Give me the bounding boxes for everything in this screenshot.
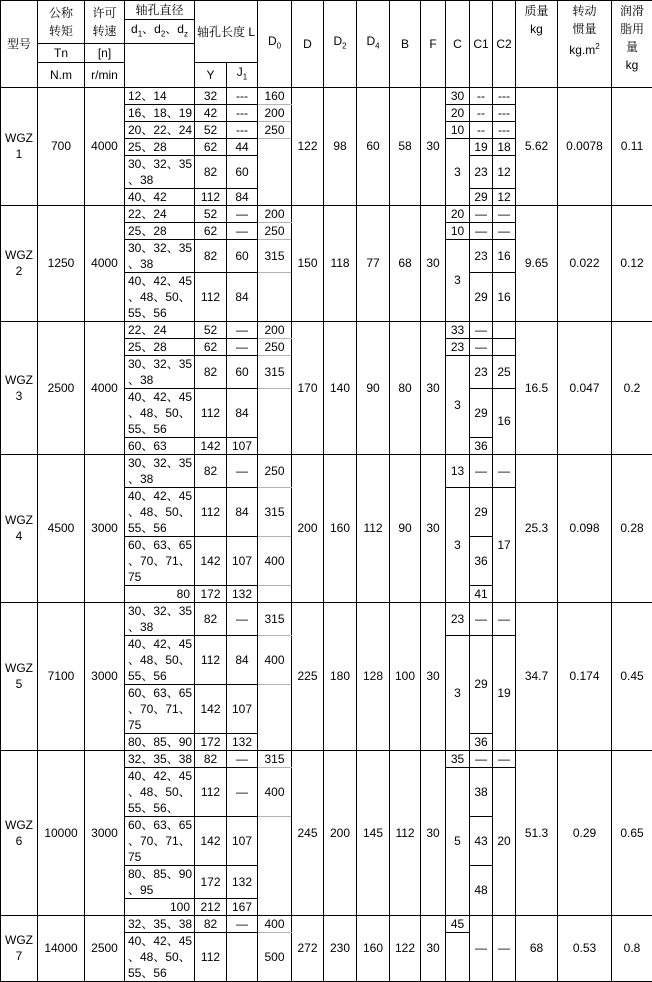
cell-length-y: 82 xyxy=(195,915,227,932)
cell-mass: 68 xyxy=(516,915,558,981)
table-header xyxy=(1,1,652,88)
cell-b: 100 xyxy=(390,602,421,750)
cell-c: 5 xyxy=(446,767,470,915)
cell-length-j1: --- xyxy=(227,121,258,138)
cell-torque: 7100 xyxy=(38,602,85,750)
cell-d0: 160 xyxy=(258,87,292,104)
cell-c2: 16 xyxy=(493,272,516,321)
cell-length-j1: — xyxy=(227,767,258,816)
cell-torque: 14000 xyxy=(38,915,85,981)
cell-bore: 40、42、45 、48、50、 55、56 xyxy=(125,487,195,536)
cell-length-y: 172 xyxy=(195,865,227,898)
cell-c1: — xyxy=(470,205,493,222)
cell-length-y: 112 xyxy=(195,767,227,816)
cell-d2: 160 xyxy=(324,454,357,602)
cell-c1: 29 xyxy=(470,188,493,205)
cell-speed: 3000 xyxy=(85,454,125,602)
cell-length-y: 82 xyxy=(195,239,227,272)
cell-speed: 2500 xyxy=(85,915,125,981)
cell-length-j1: --- xyxy=(227,87,258,104)
cell-grease: 0.45 xyxy=(612,602,652,750)
cell-d4: 60 xyxy=(357,87,390,205)
cell-c1: — xyxy=(470,915,493,981)
table-row xyxy=(1,750,652,767)
cell-inertia: 0.098 xyxy=(558,454,612,602)
cell-length-y: 62 xyxy=(195,138,227,155)
cell-c2: 17 xyxy=(493,487,516,602)
header-sub-j1: $J_1$ xyxy=(227,63,258,87)
cell-c1: — xyxy=(470,338,493,355)
cell-d0: 400 xyxy=(258,915,292,932)
cell-length-j1: — xyxy=(227,222,258,239)
cell-c2: — xyxy=(493,602,516,635)
cell-c: 3 xyxy=(446,138,470,205)
cell-bore: 20、22、24 xyxy=(125,121,195,138)
cell-c1: 36 xyxy=(470,437,493,454)
cell-c2 xyxy=(493,338,516,355)
cell-length-j1: 60 xyxy=(227,239,258,272)
cell-inertia: 0.53 xyxy=(558,915,612,981)
cell-mass: 9.65 xyxy=(516,205,558,321)
cell-d4: 77 xyxy=(357,205,390,321)
cell-c: 35 xyxy=(446,750,470,767)
cell-c: 23 xyxy=(446,602,470,635)
cell-speed: 4000 xyxy=(85,205,125,321)
cell-c: 10 xyxy=(446,222,470,239)
cell-c1: 29 xyxy=(470,487,493,536)
table-row xyxy=(1,454,652,487)
table-row xyxy=(1,205,652,222)
cell-d0: 400 xyxy=(258,767,292,816)
cell-bore: 30、32、35 、38 xyxy=(125,454,195,487)
cell-bore: 60、63、65 、70、71、 75 xyxy=(125,684,195,733)
cell-length-y: 32 xyxy=(195,87,227,104)
cell-length-j1: 84 xyxy=(227,635,258,684)
cell-bore: 60、63 xyxy=(125,437,195,454)
cell-d0: 200 xyxy=(258,321,292,338)
cell-c1: — xyxy=(470,454,493,487)
cell-model: WGZ5 xyxy=(1,602,38,750)
cell-d0: 315 xyxy=(258,487,292,536)
table-row xyxy=(1,602,652,635)
cell-c2: 12 xyxy=(493,188,516,205)
cell-length-y: 82 xyxy=(195,602,227,635)
cell-model: WGZ2 xyxy=(1,205,38,321)
cell-c: 10 xyxy=(446,121,470,138)
cell-grease: 0.65 xyxy=(612,750,652,915)
cell-length-y: 112 xyxy=(195,487,227,536)
cell-mass: 5.62 xyxy=(516,87,558,205)
cell-c2: — xyxy=(493,222,516,239)
cell-b: 112 xyxy=(390,750,421,915)
cell-c2: 16 xyxy=(493,239,516,272)
header-length-title: 轴孔长度 L xyxy=(195,1,258,63)
cell-torque: 4500 xyxy=(38,454,85,602)
header-bore-empty xyxy=(125,44,195,87)
cell-length-j1: --- xyxy=(227,104,258,121)
cell-c2: --- xyxy=(493,87,516,104)
cell-f: 30 xyxy=(421,915,446,981)
header-bore-title: 轴孔直径 xyxy=(125,1,195,20)
cell-length-y: 112 xyxy=(195,635,227,684)
cell-length-y: 142 xyxy=(195,437,227,454)
cell-mass: 25.3 xyxy=(516,454,558,602)
cell-length-j1: 132 xyxy=(227,733,258,750)
header-mass: 质量 kg xyxy=(516,1,558,88)
cell-length-y: 52 xyxy=(195,205,227,222)
cell-d0 xyxy=(258,816,292,915)
cell-length-y: 142 xyxy=(195,816,227,865)
cell-torque: 10000 xyxy=(38,750,85,915)
cell-bore: 80 xyxy=(125,585,195,602)
cell-bore: 60、63、65 、70、71、 75 xyxy=(125,816,195,865)
cell-d: 150 xyxy=(292,205,324,321)
header-b: B xyxy=(390,1,421,88)
cell-length-j1: 107 xyxy=(227,536,258,585)
cell-length-j1: — xyxy=(227,205,258,222)
cell-f: 30 xyxy=(421,87,446,205)
cell-length-y: 142 xyxy=(195,684,227,733)
header-speed-title: 许可 转速 xyxy=(85,1,125,44)
header-inertia: 转动 惯量 $kg.m^2$ xyxy=(558,1,612,88)
cell-length-y: 52 xyxy=(195,321,227,338)
table-row xyxy=(1,915,652,932)
cell-c: 20 xyxy=(446,104,470,121)
cell-c1: 19 xyxy=(470,138,493,155)
cell-c1: 23 xyxy=(470,155,493,188)
cell-d0: 315 xyxy=(258,239,292,272)
cell-c: 13 xyxy=(446,454,470,487)
cell-bore: 22、24 xyxy=(125,205,195,222)
cell-c1: 23 xyxy=(470,355,493,388)
header-c: C xyxy=(446,1,470,88)
cell-c2: 25 xyxy=(493,355,516,388)
cell-f: 30 xyxy=(421,602,446,750)
cell-length-y: 82 xyxy=(195,750,227,767)
cell-length-j1: 84 xyxy=(227,388,258,437)
cell-d: 122 xyxy=(292,87,324,205)
header-speed-sym: [n] xyxy=(85,44,125,63)
cell-length-j1: 60 xyxy=(227,155,258,188)
cell-length-j1: 132 xyxy=(227,585,258,602)
cell-inertia: 0.174 xyxy=(558,602,612,750)
cell-c: 45 xyxy=(446,915,470,932)
header-grease: 润滑 脂用 量 kg xyxy=(612,1,652,88)
cell-bore: 40、42、45 、48、50、 55、56 xyxy=(125,932,195,981)
cell-c1: 29 xyxy=(470,635,493,733)
cell-bore: 30、32、35 、38 xyxy=(125,355,195,388)
cell-model: WGZ1 xyxy=(1,87,38,205)
header-c2: C2 xyxy=(493,1,516,88)
cell-bore: 16、18、19 xyxy=(125,104,195,121)
cell-mass: 34.7 xyxy=(516,602,558,750)
cell-d4: 128 xyxy=(357,602,390,750)
cell-b: 68 xyxy=(390,205,421,321)
cell-length-j1: — xyxy=(227,454,258,487)
cell-d4: 90 xyxy=(357,321,390,454)
cell-f: 30 xyxy=(421,205,446,321)
cell-c1: 36 xyxy=(470,733,493,750)
cell-c2: 12 xyxy=(493,155,516,188)
cell-c: 30 xyxy=(446,87,470,104)
cell-length-y: 142 xyxy=(195,536,227,585)
cell-speed: 4000 xyxy=(85,321,125,454)
cell-d4: 112 xyxy=(357,454,390,602)
cell-length-y: 62 xyxy=(195,222,227,239)
cell-c: 20 xyxy=(446,205,470,222)
cell-d0: 200 xyxy=(258,104,292,121)
cell-bore: 40、42、45 、48、50、 55、56 xyxy=(125,635,195,684)
header-f: F xyxy=(421,1,446,88)
cell-bore: 80、85、90 、95 xyxy=(125,865,195,898)
header-d2: $D_2$ xyxy=(324,1,357,88)
cell-c1: 29 xyxy=(470,388,493,437)
cell-d: 225 xyxy=(292,602,324,750)
cell-length-j1: 132 xyxy=(227,865,258,898)
cell-d0: 200 xyxy=(258,205,292,222)
cell-d2: 118 xyxy=(324,205,357,321)
header-d4: $D_4$ xyxy=(357,1,390,88)
cell-bore: 40、42、45 、48、50、 55、56、 xyxy=(125,767,195,816)
header-d: D xyxy=(292,1,324,88)
cell-length-y: 62 xyxy=(195,338,227,355)
cell-b: 58 xyxy=(390,87,421,205)
cell-d: 200 xyxy=(292,454,324,602)
cell-d2: 140 xyxy=(324,321,357,454)
cell-model: WGZ4 xyxy=(1,454,38,602)
cell-d4: 145 xyxy=(357,750,390,915)
cell-d0 xyxy=(258,388,292,454)
cell-d0: 400 xyxy=(258,536,292,585)
cell-d2: 98 xyxy=(324,87,357,205)
cell-d2: 230 xyxy=(324,915,357,981)
cell-bore: 100 xyxy=(125,898,195,915)
cell-d0: 250 xyxy=(258,121,292,138)
cell-speed: 4000 xyxy=(85,87,125,205)
cell-d: 245 xyxy=(292,750,324,915)
cell-c xyxy=(446,932,470,981)
cell-c1: — xyxy=(470,750,493,767)
cell-length-j1: 84 xyxy=(227,487,258,536)
cell-bore: 32、35、38 xyxy=(125,915,195,932)
cell-c2: — xyxy=(493,205,516,222)
cell-length-y: 112 xyxy=(195,932,227,981)
cell-length-y: 212 xyxy=(195,898,227,915)
cell-d0: 250 xyxy=(258,338,292,355)
cell-b: 80 xyxy=(390,321,421,454)
cell-c: 3 xyxy=(446,239,470,321)
cell-length-j1: — xyxy=(227,750,258,767)
cell-f: 30 xyxy=(421,321,446,454)
cell-inertia: 0.047 xyxy=(558,321,612,454)
cell-c2: — xyxy=(493,750,516,767)
cell-length-j1 xyxy=(227,932,258,981)
cell-d: 170 xyxy=(292,321,324,454)
cell-c2: — xyxy=(493,915,516,981)
header-model: 型号 xyxy=(1,1,38,88)
cell-bore: 22、24 xyxy=(125,321,195,338)
cell-length-j1: 107 xyxy=(227,437,258,454)
cell-c1: -- xyxy=(470,121,493,138)
cell-c1: 29 xyxy=(470,272,493,321)
cell-grease: 0.28 xyxy=(612,454,652,602)
cell-b: 90 xyxy=(390,454,421,602)
header-torque-title: 公称 转矩 xyxy=(38,1,85,44)
cell-length-y: 172 xyxy=(195,585,227,602)
cell-speed: 3000 xyxy=(85,750,125,915)
cell-c2: --- xyxy=(493,121,516,138)
cell-model: WGZ6 xyxy=(1,750,38,915)
cell-d0: 315 xyxy=(258,750,292,767)
cell-length-j1: 84 xyxy=(227,188,258,205)
cell-mass: 51.3 xyxy=(516,750,558,915)
cell-length-y: 42 xyxy=(195,104,227,121)
cell-length-y: 112 xyxy=(195,388,227,437)
cell-c1: 41 xyxy=(470,585,493,602)
cell-d4: 160 xyxy=(357,915,390,981)
cell-length-y: 82 xyxy=(195,454,227,487)
table-row xyxy=(1,87,652,104)
cell-d: 272 xyxy=(292,915,324,981)
cell-bore: 40、42 xyxy=(125,188,195,205)
cell-length-y: 112 xyxy=(195,188,227,205)
cell-d2: 180 xyxy=(324,602,357,750)
cell-d0 xyxy=(258,585,292,602)
cell-c1: -- xyxy=(470,104,493,121)
cell-bore: 30、32、35 、38 xyxy=(125,239,195,272)
cell-length-j1: — xyxy=(227,338,258,355)
cell-bore: 25、28 xyxy=(125,222,195,239)
cell-d0 xyxy=(258,684,292,750)
cell-length-j1: 107 xyxy=(227,684,258,733)
header-speed-unit: r/min xyxy=(85,63,125,87)
cell-c1: — xyxy=(470,222,493,239)
cell-bore: 32、35、38 xyxy=(125,750,195,767)
cell-c: 3 xyxy=(446,355,470,454)
cell-d0 xyxy=(258,272,292,321)
cell-inertia: 0.0078 xyxy=(558,87,612,205)
cell-c1: 38 xyxy=(470,767,493,816)
header-bore-sym: $d_1$、$d_2$、$d_z$ xyxy=(125,20,195,44)
cell-model: WGZ3 xyxy=(1,321,38,454)
cell-bore: 12、14 xyxy=(125,87,195,104)
header-torque-sym: Tn xyxy=(38,44,85,63)
cell-bore: 30、32、35 、38 xyxy=(125,602,195,635)
cell-bore: 60、63、65 、70、71、 75 xyxy=(125,536,195,585)
cell-length-y: 172 xyxy=(195,733,227,750)
table-body xyxy=(1,87,652,981)
cell-grease: 0.8 xyxy=(612,915,652,981)
cell-c: 3 xyxy=(446,487,470,602)
cell-b: 122 xyxy=(390,915,421,981)
cell-d0: 250 xyxy=(258,454,292,487)
cell-model: WGZ7 xyxy=(1,915,38,981)
header-row xyxy=(1,1,652,20)
cell-bore: 40、42、45 、48、50、 55、56 xyxy=(125,388,195,437)
header-c1: C1 xyxy=(470,1,493,88)
cell-length-y: 52 xyxy=(195,121,227,138)
cell-torque: 1250 xyxy=(38,205,85,321)
cell-torque: 700 xyxy=(38,87,85,205)
cell-c1: — xyxy=(470,602,493,635)
cell-length-y: 82 xyxy=(195,155,227,188)
table-row xyxy=(1,321,652,338)
cell-length-j1: 84 xyxy=(227,272,258,321)
header-torque-unit: N.m xyxy=(38,63,85,87)
cell-length-y: 82 xyxy=(195,355,227,388)
cell-torque: 2500 xyxy=(38,321,85,454)
cell-inertia: 0.022 xyxy=(558,205,612,321)
cell-c1: 48 xyxy=(470,865,493,915)
cell-c: 3 xyxy=(446,635,470,750)
cell-c2: --- xyxy=(493,104,516,121)
cell-c2: 19 xyxy=(493,635,516,750)
header-d0: $D_0$ xyxy=(258,1,292,88)
cell-length-j1: 60 xyxy=(227,355,258,388)
cell-length-j1: — xyxy=(227,321,258,338)
cell-length-j1: 167 xyxy=(227,898,258,915)
cell-grease: 0.12 xyxy=(612,205,652,321)
cell-d0: 400 xyxy=(258,635,292,684)
cell-bore: 25、28 xyxy=(125,138,195,155)
cell-length-j1: — xyxy=(227,602,258,635)
cell-length-j1: — xyxy=(227,915,258,932)
cell-c2 xyxy=(493,321,516,338)
cell-grease: 0.2 xyxy=(612,321,652,454)
cell-c2: 20 xyxy=(493,767,516,915)
cell-inertia: 0.29 xyxy=(558,750,612,915)
cell-c1: 36 xyxy=(470,536,493,585)
cell-c2: — xyxy=(493,454,516,487)
cell-f: 30 xyxy=(421,454,446,602)
cell-c2: 16 xyxy=(493,388,516,454)
cell-length-j1: 44 xyxy=(227,138,258,155)
cell-c2: 18 xyxy=(493,138,516,155)
cell-d0: 250 xyxy=(258,222,292,239)
cell-c1: 43 xyxy=(470,816,493,865)
cell-bore: 30、32、35 、38 xyxy=(125,155,195,188)
cell-c1: — xyxy=(470,321,493,338)
cell-bore: 25、28 xyxy=(125,338,195,355)
cell-d0: 315 xyxy=(258,355,292,388)
cell-mass: 16.5 xyxy=(516,321,558,454)
cell-speed: 3000 xyxy=(85,602,125,750)
cell-d2: 200 xyxy=(324,750,357,915)
cell-d0: 315 xyxy=(258,602,292,635)
cell-c1: -- xyxy=(470,87,493,104)
cell-length-j1: 107 xyxy=(227,816,258,865)
cell-d0: 500 xyxy=(258,932,292,981)
cell-d0 xyxy=(258,138,292,205)
cell-c: 23 xyxy=(446,338,470,355)
header-sub-y: Y xyxy=(195,63,227,87)
cell-bore: 80、85、90 xyxy=(125,733,195,750)
cell-c1: 23 xyxy=(470,239,493,272)
cell-bore: 40、42、45 、48、50、 55、56 xyxy=(125,272,195,321)
cell-length-y: 112 xyxy=(195,272,227,321)
cell-f: 30 xyxy=(421,750,446,915)
cell-c: 33 xyxy=(446,321,470,338)
cell-grease: 0.11 xyxy=(612,87,652,205)
